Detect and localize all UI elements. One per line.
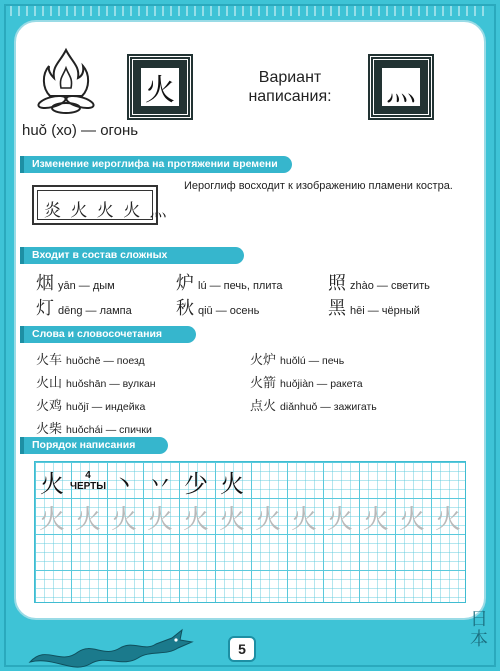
side-glyph: 本 xyxy=(470,629,488,650)
evolution-description: Иероглиф восходит к изображению пламени костра. xyxy=(184,180,453,192)
compound-item xyxy=(176,269,283,295)
page-number: 5 xyxy=(228,636,256,662)
compound-text: zhào — светить xyxy=(350,280,430,292)
trace-glyph[interactable]: 火 xyxy=(398,504,425,535)
stroke-step: 少 xyxy=(184,469,208,498)
word-glyphs: 火山 xyxy=(36,376,63,391)
trace-glyph[interactable]: 火 xyxy=(254,504,281,535)
word-glyphs: 火车 xyxy=(36,353,63,368)
word-glyphs: 火箭 xyxy=(250,376,277,391)
word-glyphs: 点火 xyxy=(250,399,277,414)
word-text: huǒshān — вулкан xyxy=(66,378,156,390)
variant-label xyxy=(240,68,340,106)
word-glyphs: 火柴 xyxy=(36,422,63,437)
word-glyphs: 火鸡 xyxy=(36,399,63,414)
variant-glyph-frame xyxy=(370,56,432,118)
main-glyph: 火 xyxy=(141,68,179,106)
word-item xyxy=(36,395,145,414)
compound-item xyxy=(328,294,420,320)
word-item xyxy=(36,349,145,368)
variant-glyph: 灬 xyxy=(382,68,420,106)
variant-label-line1: Вариант xyxy=(258,69,322,86)
section-compounds: Входит в состав сложных иероглифов xyxy=(22,247,244,264)
trace-glyph[interactable]: 火 xyxy=(182,504,209,535)
stroke-step: 火 xyxy=(220,469,244,498)
compound-glyph: 烟 xyxy=(36,273,54,294)
trace-glyph[interactable]: 火 xyxy=(434,504,461,535)
section-evolution: Изменение иероглифа на протяжении времени xyxy=(22,156,292,173)
dragon-icon xyxy=(26,622,206,670)
trace-glyph[interactable]: 火 xyxy=(362,504,389,535)
trace-glyph[interactable]: 火 xyxy=(290,504,317,535)
stroke-step: 丷 xyxy=(148,469,172,498)
trace-glyph[interactable]: 火 xyxy=(110,504,137,535)
trace-glyph[interactable]: 火 xyxy=(146,504,173,535)
stroke-count-word: ЧЕРТЫ xyxy=(69,481,107,492)
variant-label-line2: написания: xyxy=(248,88,332,105)
compound-glyph: 照 xyxy=(328,273,346,294)
greek-border xyxy=(10,6,490,16)
word-text: huǒchái — спички xyxy=(66,424,152,436)
compound-text: yān — дым xyxy=(58,280,115,292)
stroke-count-number: 4 xyxy=(85,470,91,481)
word-item xyxy=(36,418,152,437)
compound-glyph: 灯 xyxy=(36,298,54,319)
section-words: Слова и словосочетания xyxy=(22,326,196,343)
compound-item xyxy=(36,269,115,295)
word-glyphs: 火炉 xyxy=(250,353,277,368)
compound-item xyxy=(176,294,259,320)
compound-text: dēng — лампа xyxy=(58,305,132,317)
side-glyphs xyxy=(466,610,492,650)
compound-text: qiū — осень xyxy=(198,305,260,317)
word-item xyxy=(250,372,363,391)
word-item xyxy=(250,349,344,368)
compound-glyph: 炉 xyxy=(176,273,194,294)
word-item xyxy=(36,372,156,391)
trace-glyph[interactable]: 火 xyxy=(38,504,65,535)
stroke-count xyxy=(70,463,106,499)
trace-glyph[interactable]: 火 xyxy=(74,504,101,535)
compound-text: lú — печь, плита xyxy=(198,280,283,292)
campfire-icon xyxy=(30,44,102,116)
evolution-glyphs: 炎 火 火 火 灬 xyxy=(44,201,169,221)
section-writing-order: Порядок написания xyxy=(22,437,168,454)
word-text: diǎnhuǒ — зажигать xyxy=(280,401,377,413)
evolution-scroll xyxy=(32,185,169,225)
compound-item xyxy=(328,269,430,295)
trace-glyph[interactable]: 火 xyxy=(218,504,245,535)
stroke-order-row xyxy=(34,463,250,499)
main-glyph-frame xyxy=(129,56,191,118)
word-text: huǒjī — индейка xyxy=(66,401,146,413)
model-glyph: 火 xyxy=(40,469,64,498)
compound-text: hēi — чёрный xyxy=(350,305,420,317)
compound-item xyxy=(36,294,132,320)
word-item xyxy=(250,395,377,414)
pinyin-title: huǒ (хо) — огонь xyxy=(22,122,139,139)
word-text: huǒchē — поезд xyxy=(66,355,145,367)
word-text: huǒjiàn — ракета xyxy=(280,378,363,390)
trace-row[interactable] xyxy=(34,499,466,535)
side-glyph: 日 xyxy=(470,609,488,630)
compound-glyph: 黑 xyxy=(328,298,346,319)
compound-glyph: 秋 xyxy=(176,298,194,319)
stroke-step: 丶 xyxy=(112,469,136,498)
word-text: huǒlú — печь xyxy=(280,355,345,367)
trace-glyph[interactable]: 火 xyxy=(326,504,353,535)
